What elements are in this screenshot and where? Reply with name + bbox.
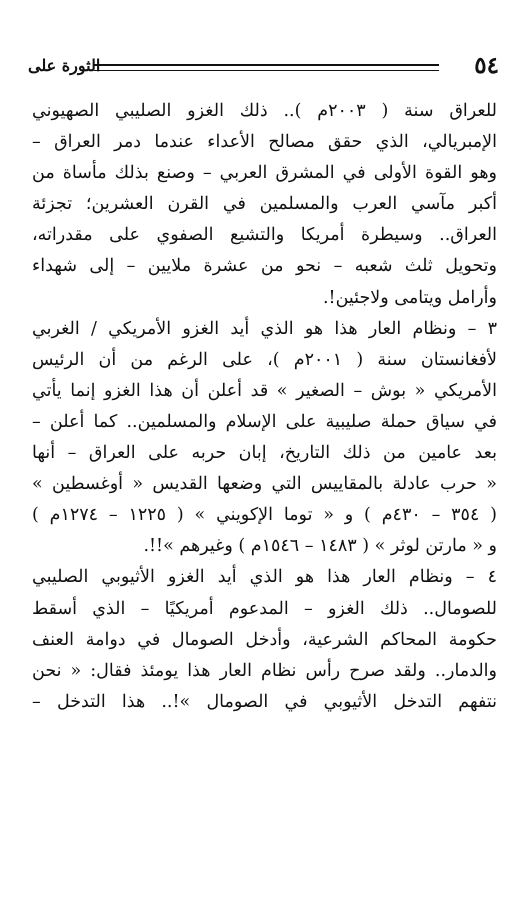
page-number: ٥٤ (474, 52, 499, 79)
text-line: أكبر مآسي العرب والمسلمين في القرن العشرين؛ تجزئة (32, 194, 497, 215)
text-line: وهو القوة الأولى في المشرق العربي – وصنع بذلك مأساة من (32, 163, 497, 184)
text-line: للصومال.. ذلك الغزو – المدعوم أمريكيًا – الذي أسقط (32, 598, 497, 619)
text-line: وتحويل ثلث شعبه – نحو من عشرة ملايين – إلى شهداء (32, 256, 497, 277)
body-text (32, 96, 497, 718)
text-line: الأمريكي « بوش – الصغير » قد أعلن أن هذا الغزو إنما يأتي (32, 380, 497, 401)
text-line: « حرب عادلة بالمقاييس التي وضعها القديس « أوغسطين » (32, 474, 497, 495)
text-line: في سياق حملة صليبية على الإسلام والمسلمين.. كما أعلن – (32, 411, 497, 432)
paragraph-1 (32, 96, 497, 314)
paragraph-2 (32, 314, 497, 563)
text-line: بعد عامين من ذلك التاريخ، إبان حربه على العراق – أنها (32, 443, 497, 464)
text-line: ٣ – ونظام العار هذا هو الذي أيد الغزو الأمريكي / الغربي (32, 318, 497, 339)
text-line: الإمبريالي، الذي حقق مصالح الأعداء عندما دمر العراق – (32, 132, 497, 153)
header-rule (94, 64, 439, 71)
text-line: ( ٣٥٤ – ٤٣٠م ) و « توما الإكويني » ( ١٢٢٥ – ١٢٧٤م ) (32, 505, 497, 526)
paragraph-3 (32, 562, 497, 717)
text-line: حكومة المحاكم الشرعية، وأدخل الصومال في دوامة العنف (32, 629, 497, 650)
text-line: و « مارتن لوثر » ( ١٤٨٣ – ١٥٤٦م ) وغيرهم »!!. (143, 536, 497, 557)
page-header (28, 50, 499, 84)
running-title: الثورة على (28, 56, 101, 75)
text-line: للعراق سنة ( ٢٠٠٣م ).. ذلك الغزو الصليبي الصهيوني (32, 101, 497, 121)
text-line: والدمار.. ولقد صرح رأس نظام العار هذا يومئذ فقال: « نحن (32, 660, 497, 681)
text-line: وأرامل ويتامى ولاجئين!. (322, 287, 497, 308)
text-line: نتفهم التدخل الأثيوبي في الصومال »!.. هذا التدخل – (32, 691, 497, 712)
text-line: ٤ – ونظام العار هذا هو الذي أيد الغزو الأثيوبي الصليبي (32, 567, 497, 588)
text-line: لأفغانستان سنة ( ٢٠٠١م )، على الرغم من أن الرئيس (32, 349, 497, 370)
text-line: العراق.. وسيطرة أمريكا والتشيع الصفوي على مقدراته، (32, 225, 497, 246)
